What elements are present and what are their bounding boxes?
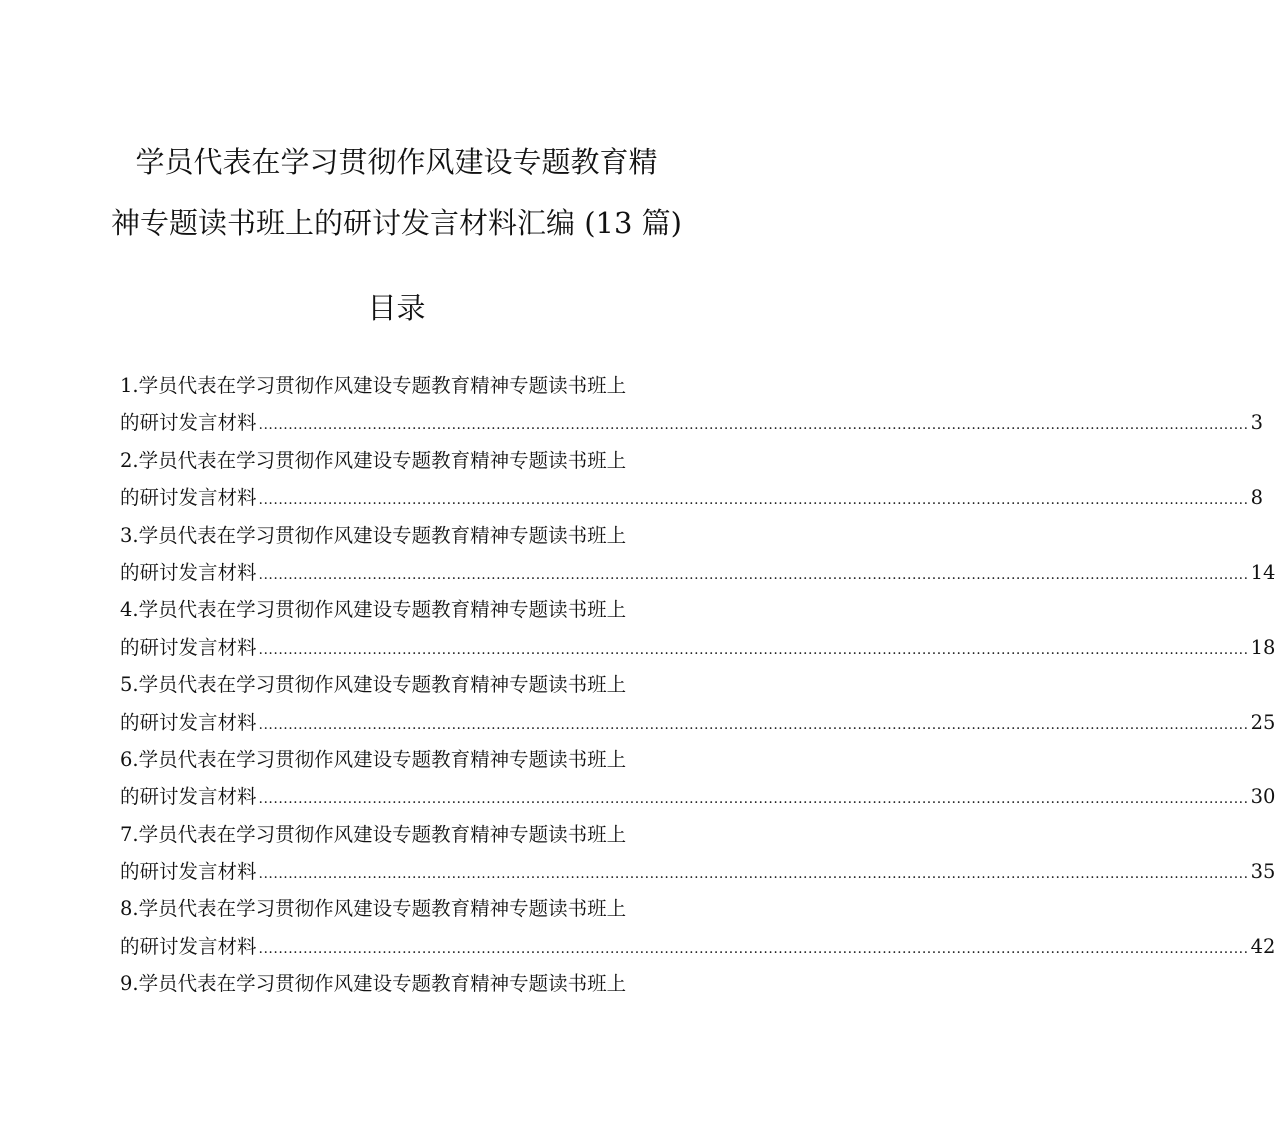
toc-page-number: 14 [1250, 560, 1275, 584]
toc-entry-3[interactable] [120, 517, 1275, 592]
toc-entry-title-cont: 的研讨发言材料 [120, 710, 257, 734]
document-title-line-2: 神专题读书班上的研讨发言材料汇编 (13 篇) [111, 206, 682, 240]
toc-entry-6[interactable] [120, 741, 1275, 816]
toc-page-number: 30 [1250, 785, 1275, 809]
toc-entry-title: 8.学员代表在学习贯彻作风建设专题教育精神专题读书班上 [120, 897, 627, 921]
toc-entry-9[interactable] [120, 965, 673, 1002]
toc-entry-title: 9.学员代表在学习贯彻作风建设专题教育精神专题读书班上 [120, 972, 627, 996]
toc-entry-1[interactable] [120, 367, 1263, 442]
toc-entry-title: 2.学员代表在学习贯彻作风建设专题教育精神专题读书班上 [120, 448, 627, 472]
toc-entry-7[interactable] [120, 816, 1275, 891]
toc-leader-dots: ........................................................................................................................................................................................................ [258, 641, 1249, 658]
toc-entry-title: 7.学员代表在学习贯彻作风建设专题教育精神专题读书班上 [120, 822, 627, 846]
toc-page-number: 42 [1250, 934, 1275, 958]
toc-entry-8[interactable] [120, 890, 1275, 965]
toc-leader-dots: ........................................................................................................................................................................................................ [258, 940, 1249, 957]
toc-entry-title-cont: 的研讨发言材料 [120, 934, 257, 958]
toc-entry-title: 4.学员代表在学习贯彻作风建设专题教育精神专题读书班上 [120, 598, 627, 622]
toc-page-number: 25 [1250, 710, 1275, 734]
toc-leader-dots: ........................................................................................................................................................................................................ [258, 716, 1249, 733]
toc-entry-title: 3.学员代表在学习贯彻作风建设专题教育精神专题读书班上 [120, 523, 627, 547]
toc-page-number: 3 [1250, 411, 1263, 435]
toc-heading: 目录 [367, 291, 426, 325]
toc-entry-title-cont: 的研讨发言材料 [120, 860, 257, 884]
toc-page-number: 35 [1250, 860, 1275, 884]
toc-entry-4[interactable] [120, 591, 1275, 666]
toc-page-number: 18 [1250, 635, 1275, 659]
toc-leader-dots: ........................................................................................................................................................................................................ [258, 791, 1249, 808]
toc-entry-5[interactable] [120, 666, 1275, 741]
toc-entry-title-cont: 的研讨发言材料 [120, 486, 257, 510]
toc-entry-title-cont: 的研讨发言材料 [120, 411, 257, 435]
toc-page-number: 8 [1250, 486, 1263, 510]
table-of-contents [120, 367, 1275, 1003]
document-title-line-1: 学员代表在学习贯彻作风建设专题教育精 [135, 145, 658, 179]
toc-leader-dots: ........................................................................................................................................................................................................ [258, 866, 1249, 883]
toc-entry-title-cont: 的研讨发言材料 [120, 635, 257, 659]
toc-entry-title: 5.学员代表在学习贯彻作风建设专题教育精神专题读书班上 [120, 673, 627, 697]
toc-entry-title-cont: 的研讨发言材料 [120, 785, 257, 809]
toc-entry-title-cont: 的研讨发言材料 [120, 560, 257, 584]
toc-leader-dots: ........................................................................................................................................................................................................ [258, 566, 1249, 583]
toc-leader-dots: ........................................................................................................................................................................................................ [258, 492, 1249, 509]
toc-leader-dots: ........................................................................................................................................................................................................ [258, 417, 1249, 434]
toc-entry-title: 6.学员代表在学习贯彻作风建设专题教育精神专题读书班上 [120, 747, 627, 771]
toc-entry-2[interactable] [120, 442, 1263, 517]
toc-entry-title: 1.学员代表在学习贯彻作风建设专题教育精神专题读书班上 [120, 374, 627, 397]
